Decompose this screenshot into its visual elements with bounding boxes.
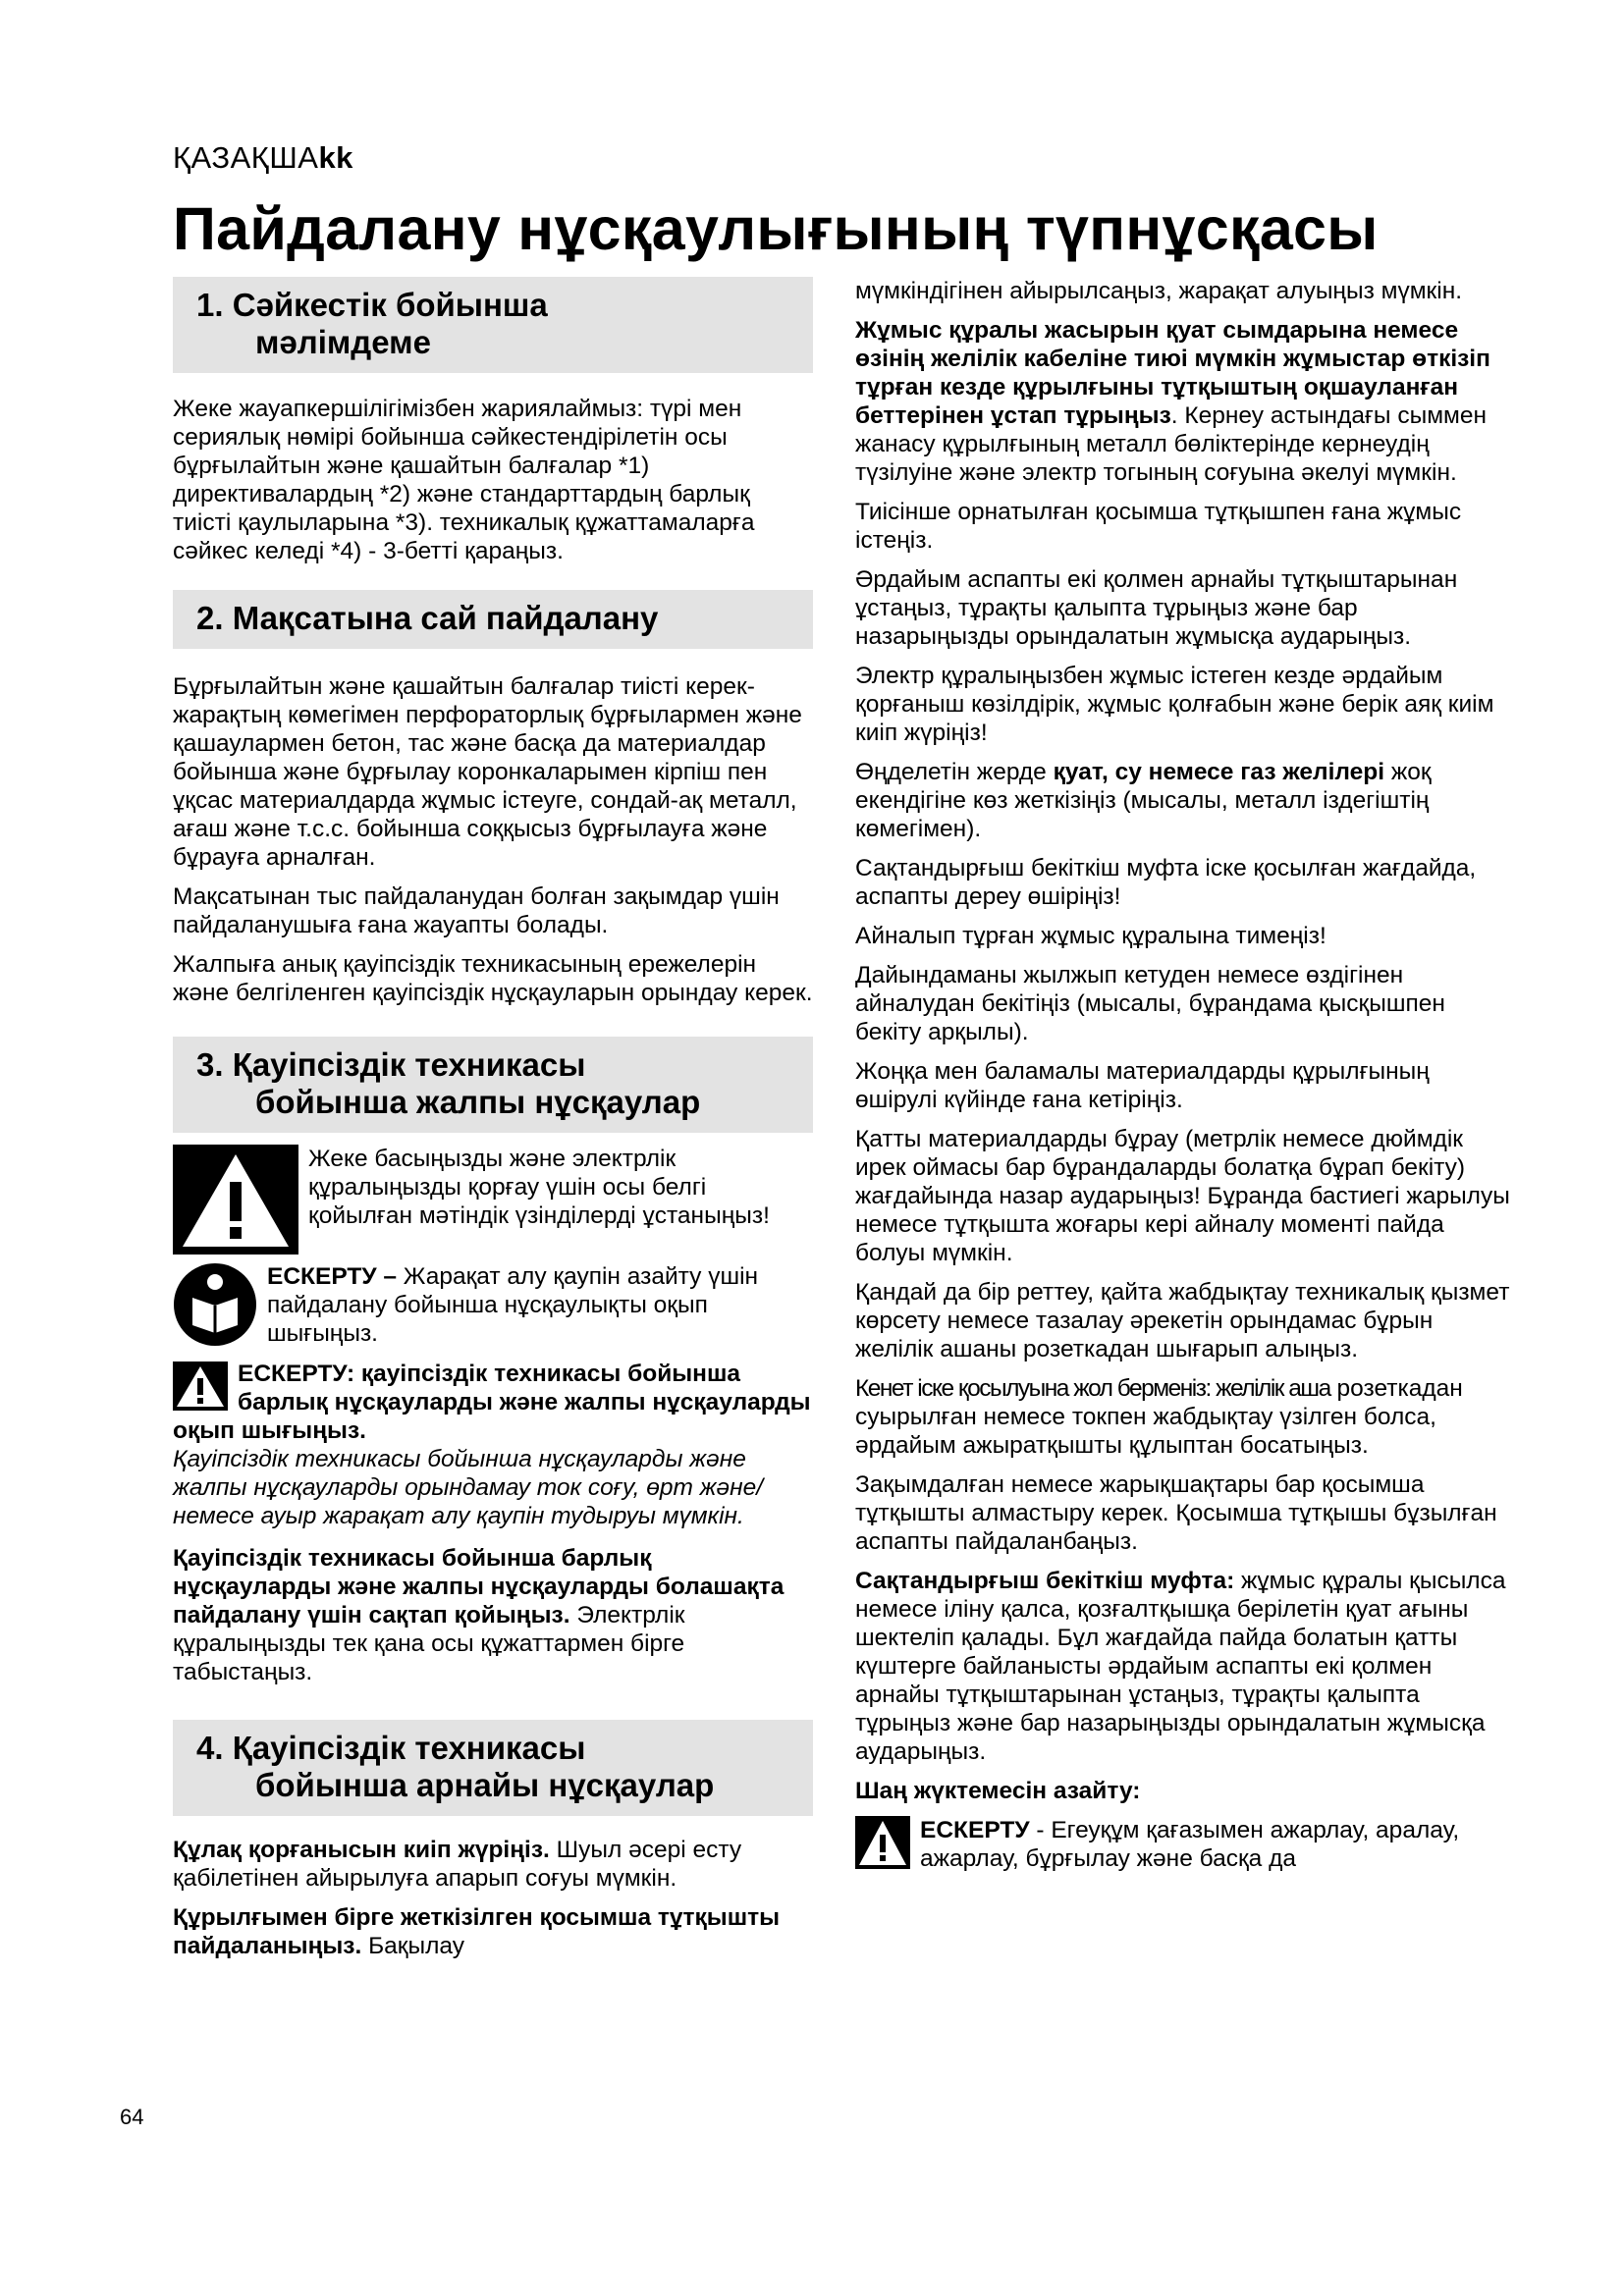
section-1-title-line2: мәлімдеме (255, 324, 431, 360)
section-1-heading (173, 277, 813, 373)
warning-symbol-text: Жеке басыңызды және электрлік құралыңызды қорғау үшін осы белгі қойылған мәтіндік үзінділерді ұстаныңыз! (308, 1146, 770, 1229)
section-2-heading: 2. Мақсатына сай пайдалану (173, 590, 813, 649)
left-column (173, 277, 813, 1971)
section-1-paragraph: Жеке жауапкершілігімізбен жариялаймыз: түрі мен сериялық нөмірі бойынша сәйкестендірілетін осы бұрғылайтын және қашайтын балғалар *1) директивалардың *2) және стандарттардың барлық тиісті қаулыларына *3). техникалық құжаттамаларға сәйкес келеді *4) - 3-бетті қараңыз. (173, 396, 755, 564)
read-manual-text: ЕСКЕРТУ – Жарақат алу қаупін азайту үшін пайдалану бойынша нұсқаулықты оқып шығыңыз. (267, 1263, 759, 1347)
general-warning-bold: ЕСКЕРТУ: қауіпсіздік техникасы бойынша барлық нұсқауларды және жалпы нұсқауларды оқып шығыңыз. (173, 1361, 811, 1444)
dust-warning-text: ЕСКЕРТУ - Егеуқұм қағазымен ажарлау, аралау, ажарлау, бұрғылау және басқа да (920, 1817, 1460, 1872)
warning-symbol-row (173, 1145, 813, 1255)
section-3-title-line2: бойынша жалпы нұсқаулар (255, 1084, 701, 1120)
dust-warning-row (855, 1816, 1513, 1873)
right-paragraph-10: Қатты материалдарды бұрау (метрлік немесе дюймдік ирек оймасы бар бұрандаларды болатқа бұрап бекіту) жағдайында назар аударыңыз! Бұранда бастиегі жарылуы немесе тұтқышта жоғары кері айналу моменті пайда болуы мүмкін. (855, 1126, 1510, 1266)
language-label: ҚАЗАҚШАkk (173, 140, 353, 175)
right-paragraph-3: Әрдайым аспапты екі қолмен арнайы тұтқыштарынан ұстаңыз, тұрақты қалыпта тұрыңыз және бар назарыңызды орындалатын жұмысқа аударыңыз. (855, 566, 1458, 650)
general-warning-italic: Қауіпсіздік техникасы бойынша нұсқауларды және жалпы нұсқауларды орындамау ток соғу, өрт және/немесе ауыр жарақат алу қаупін тудыруы мүмкін. (173, 1446, 764, 1529)
page-title: Пайдалану нұсқаулығының түпнұсқасы (173, 195, 1379, 262)
right-paragraph-4: Электр құралыңызбен жұмыс істеген кезде әрдайым қорғаныш көзілдірік, жұмыс қолғабын және берік аяқ киім киіп жүріңіз! (855, 663, 1494, 746)
section-1-title-line1: 1. Сәйкестік бойынша (196, 287, 548, 323)
right-paragraph-14: Сақтандырғыш бекіткіш муфта: жұмыс құралы қысылса немесе іліну қалса, қозғалтқышқа берілетін қуат ағыны шектеліп қалады. Бұл жағдайда пайда болатын қатты күштерге байланысты әрдайым аспапты екі қолмен арнайы тұтқыштарынан ұстаңыз, тұрақты қалыпта тұрыңыз және бар назарыңызды орындалатын жұмысқа аударыңыз. (855, 1568, 1506, 1765)
right-paragraph-7: Айналып тұрған жұмыс құралына тимеңіз! (855, 923, 1326, 949)
read-manual-row (173, 1262, 813, 1348)
section-2-paragraph-1: Бұрғылайтын және қашайтын балғалар тиісті керек-жарақтың көмегімен перфораторлық бұрғылармен және қашаулармен бетон, тас және басқа да материалдар бойынша және бұрғылау коронкаларымен кірпіш пен ұқсас материалдарда жұмыс істеуге, сондай-ақ металл, ағаш және т.с.с. бойынша соққысыз бұрғылауға және бұрауға арналған. (173, 673, 802, 871)
section-3-title-line1: 3. Қауіпсіздік техникасы (196, 1046, 586, 1083)
warning-triangle-icon (173, 1145, 298, 1255)
right-paragraph-8: Дайындаманы жылжып кетуден немесе өздігінен айналудан бекітіңіз (мысалы, бұрандама қысқышпен бекіту арқылы). (855, 962, 1445, 1045)
right-paragraph-13: Зақымдалған немесе жарықшақтары бар қосымша тұтқышты алмастыру керек. Қосымша тұтқышы бұзылған аспапты пайдаланбаңыз. (855, 1471, 1497, 1555)
read-manual-label: ЕСКЕРТУ – (267, 1263, 397, 1290)
section-2-paragraph-3: Жалпыға анық қауіпсіздік техникасының ережелерін және белгіленген қауіпсіздік нұсқауларын орындау керек. (173, 951, 813, 1006)
dust-warning-icon (855, 1816, 910, 1869)
page-number: 64 (120, 2105, 144, 2129)
keep-instructions: Қауіпсіздік техникасы бойынша барлық нұсқауларды және жалпы нұсқауларды болашақта пайдалану үшін сақтап қойыңыз. Электрлік құралыңызды тек қана осы құжаттармен бірге табыстаңыз. (173, 1545, 785, 1685)
auxiliary-handle: Құрылғымен бірге жеткізілген қосымша тұтқышты пайдаланыңыз. Бақылау (173, 1904, 781, 1959)
right-paragraph-2: Тиісінше орнатылған қосымша тұтқышпен ғана жұмыс істеңіз. (855, 499, 1462, 554)
section-4-heading (173, 1720, 813, 1816)
dust-heading: Шаң жүктемесін азайту: (855, 1778, 1141, 1804)
section-2-paragraph-2: Мақсатынан тыс пайдаланудан болған зақымдар үшін пайдаланушыға ғана жауапты болады. (173, 883, 780, 938)
right-paragraph-9: Жоңқа мен баламалы материалдарды құрылғының өшірулі күйінде ғана кетіріңіз. (855, 1058, 1430, 1113)
small-warning-icon (173, 1362, 228, 1411)
language-code: kk (318, 140, 353, 175)
right-column (855, 277, 1513, 1881)
right-paragraph-5: Өңделетін жерде қуат, су немесе газ желілері жоқ екендігіне көз жеткізіңіз (мысалы, металл іздегіштің көмегімен). (855, 759, 1432, 842)
ear-protection: Құлақ қорғанысын киіп жүріңіз. Шуыл әсері есту қабілетінен айырылуға апарып соғуы мүмкін. (173, 1837, 742, 1892)
section-4-title-line1: 4. Қауіпсіздік техникасы (196, 1730, 586, 1766)
section-4-title-line2: бойынша арнайы нұсқаулар (255, 1767, 715, 1803)
right-paragraph-0: мүмкіндігінен айырылсаңыз, жарақат алуыңыз мүмкін. (855, 278, 1463, 304)
section-3-heading (173, 1037, 813, 1133)
right-paragraph-6: Сақтандырғыш бекіткіш муфта іске қосылған жағдайда, аспапты дереу өшіріңіз! (855, 855, 1477, 910)
right-paragraph-12: Кенет іске қосылуына жол берменіз: желілік аша розеткадан суырылған немесе токпен жабдықтау үзілген болса, әрдайым ажыратқышты құлыптан босатыңыз. (855, 1375, 1463, 1459)
right-paragraph-1: Жұмыс құралы жасырын қуат сымдарына немесе өзінің желілік кабеліне тиюі мүмкін жұмыстар өткізіп тұрған кезде құрылғыны тұтқыштың оқшауланған беттерінен ұстап тұрыңыз. Кернеу астындағы сыммен жанасу құрылғының металл бөліктерінде кернеудің түзілуіне және электр тогының соғуына әкелуі мүмкін. (855, 317, 1490, 486)
right-paragraph-11: Қандай да бір реттеу, қайта жабдықтау техникалық қызмет көрсету немесе тазалау әрекетін орындамас бұрын желілік ашаны розеткадан шығарып алыңыз. (855, 1279, 1510, 1362)
read-manual-icon (173, 1262, 257, 1347)
